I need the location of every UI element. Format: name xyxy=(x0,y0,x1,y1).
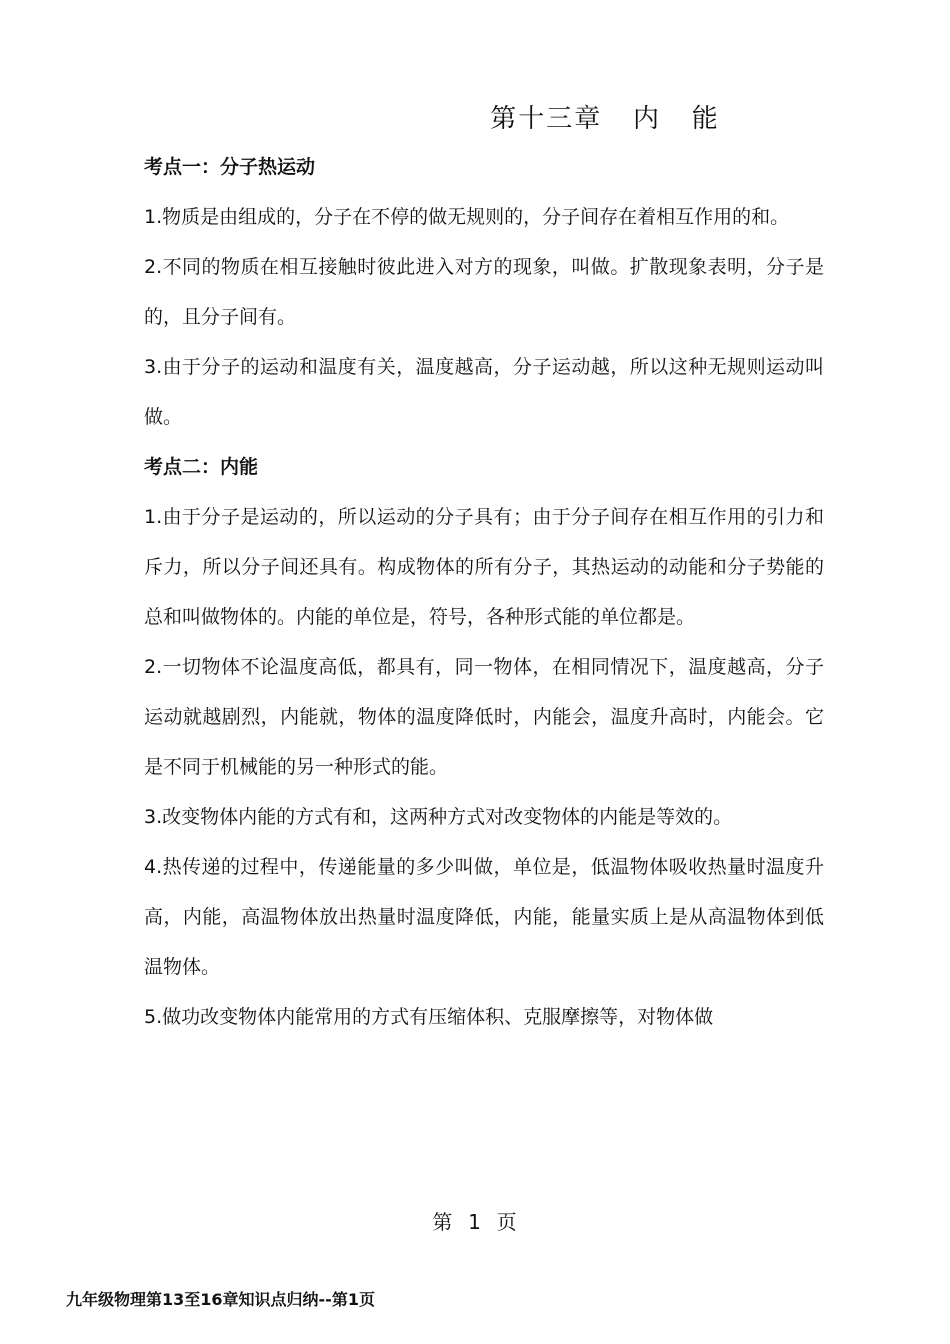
page-number: 第 1 页 xyxy=(432,1210,518,1234)
paragraph: 1.物质是由组成的，分子在不停的做无规则的，分子间存在着相互作用的和。 xyxy=(144,206,790,228)
paragraph: 2.一切物体不论温度高低，都具有，同一物体，在相同情况下，温度越高，分子运动就越剧烈，内能就，物体的温度降低时，内能会，温度升高时，内能会。它是不同于机械能的另一种形式的能。 xyxy=(144,656,824,778)
paragraph: 3.改变物体内能的方式有和，这两种方式对改变物体的内能是等效的。 xyxy=(144,806,733,828)
paragraph: 4.热传递的过程中，传递能量的多少叫做，单位是，低温物体吸收热量时温度升高，内能，高温物体放出热量时温度降低，内能，能量实质上是从高温物体到低温物体。 xyxy=(144,856,824,978)
section-2 xyxy=(144,442,824,1042)
paragraph: 2.不同的物质在相互接触时彼此进入对方的现象，叫做。扩散现象表明，分子是的，且分子间有。 xyxy=(144,256,824,328)
section-1 xyxy=(144,142,824,442)
paragraph: 3.由于分子的运动和温度有关，温度越高，分子运动越，所以这种无规则运动叫做。 xyxy=(144,356,824,428)
section-heading: 考点一：分子热运动 xyxy=(144,156,316,178)
document-footer: 九年级物理第13至16章知识点归纳--第1页 xyxy=(66,1290,375,1309)
paragraph: 5.做功改变物体内能常用的方式有压缩体积、克服摩擦等，对物体做 xyxy=(144,1006,714,1028)
section-heading: 考点二：内能 xyxy=(144,456,259,478)
paragraph: 1.由于分子是运动的，所以运动的分子具有；由于分子间存在相互作用的引力和斥力，所以分子间还具有。构成物体的所有分子，其热运动的动能和分子势能的总和叫做物体的。内能的单位是，符号，各种形式能的单位都是。 xyxy=(144,506,824,628)
chapter-title: 第十三章 内 能 xyxy=(490,104,720,134)
document-body xyxy=(144,142,824,1042)
